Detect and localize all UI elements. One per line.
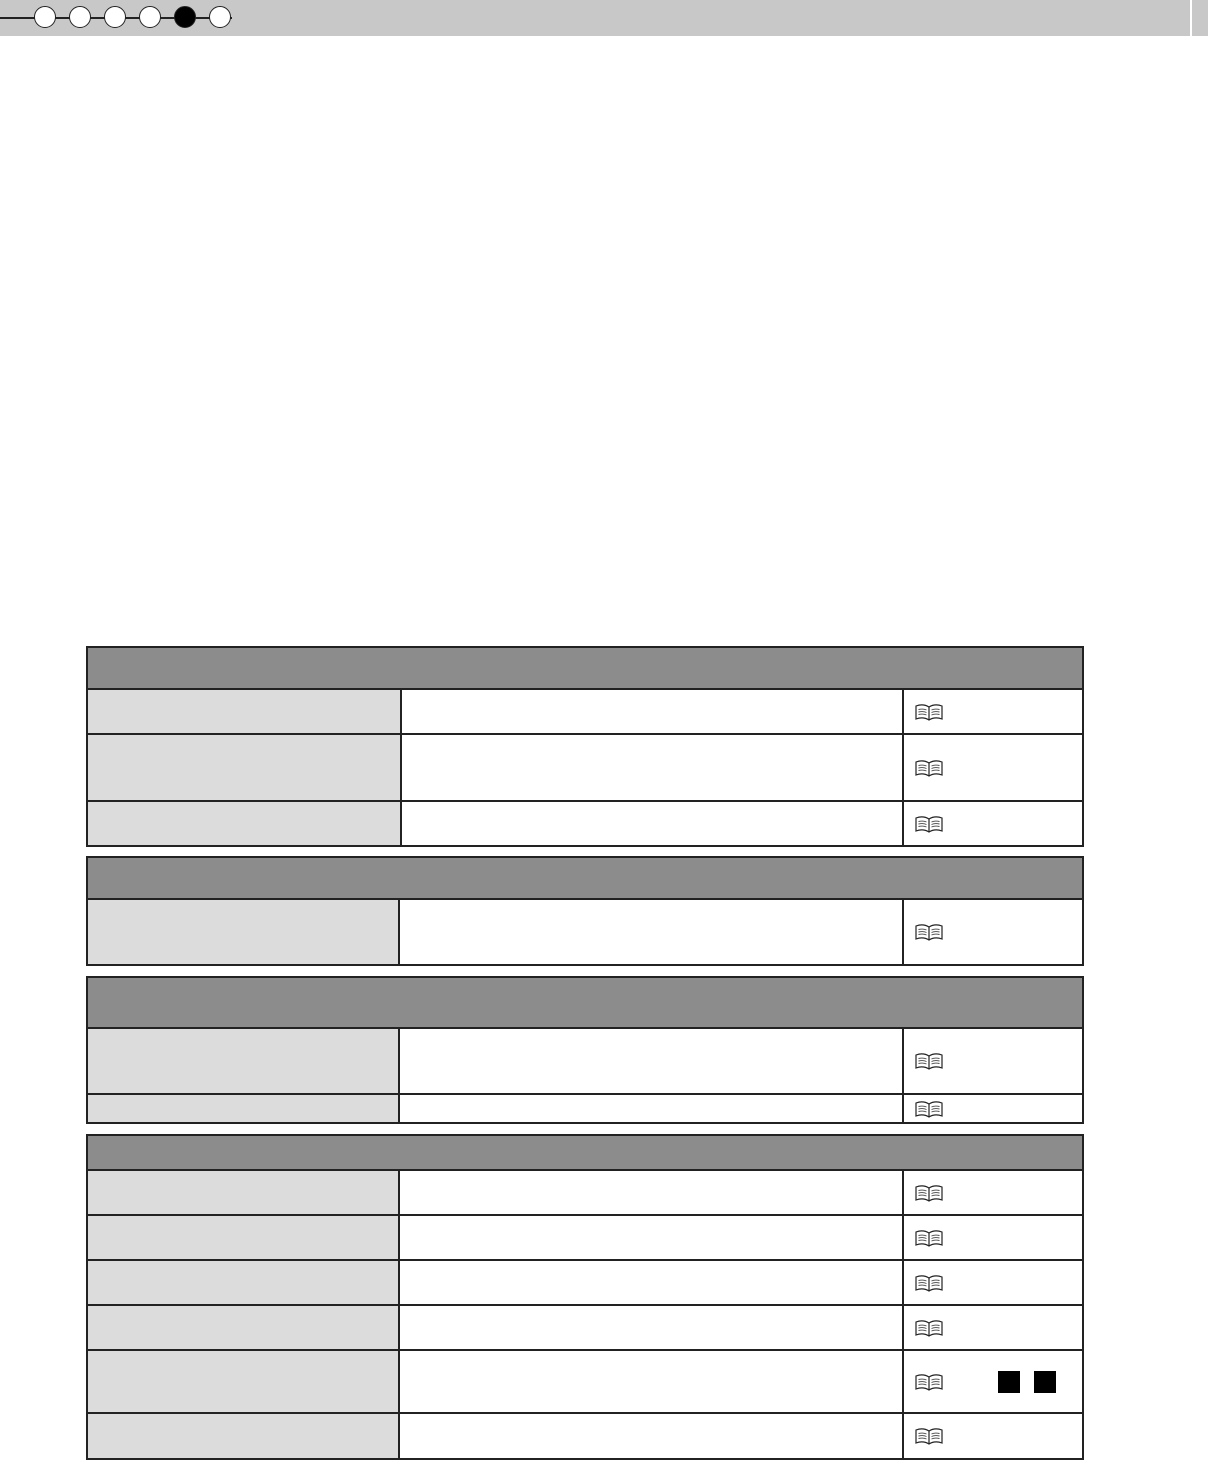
progress-step-1: [34, 6, 56, 28]
progress-step-4: [139, 6, 161, 28]
page-reference: [904, 690, 1082, 733]
table-row: [88, 735, 1082, 802]
table-row: [88, 900, 1082, 964]
row-description: [400, 1216, 904, 1259]
row-label: [88, 690, 402, 733]
book-icon: [914, 1052, 944, 1070]
book-icon: [914, 1274, 944, 1292]
row-description: [402, 802, 904, 845]
table-row: [88, 1306, 1082, 1351]
progress-step-2: [69, 6, 91, 28]
book-icon: [914, 759, 944, 777]
table-header: [88, 858, 1082, 900]
table-row: [88, 1216, 1082, 1261]
row-label: [88, 900, 400, 964]
row-description: [400, 1261, 904, 1304]
page-reference: [904, 1029, 1082, 1093]
table-row: [88, 1171, 1082, 1216]
black-square-icon: [1034, 1371, 1056, 1393]
reference-table-3: [86, 976, 1084, 1124]
table-header: [88, 648, 1082, 690]
row-label: [88, 735, 402, 800]
row-label: [88, 1414, 400, 1458]
book-icon: [914, 1373, 944, 1391]
page-reference: [904, 1216, 1082, 1259]
row-label: [88, 1029, 400, 1093]
page-reference: [904, 802, 1082, 845]
table-header: [88, 978, 1082, 1029]
row-description: [400, 1171, 904, 1214]
page-reference: [904, 900, 1082, 964]
table-row: [88, 690, 1082, 735]
row-description: [400, 1414, 904, 1458]
row-label: [88, 1261, 400, 1304]
row-description: [402, 735, 904, 800]
row-label: [88, 1216, 400, 1259]
page-reference: [904, 1414, 1082, 1458]
row-description: [402, 690, 904, 733]
progress-step-3: [104, 6, 126, 28]
page-reference: [904, 1171, 1082, 1214]
book-icon: [914, 1229, 944, 1247]
page-reference: [904, 1261, 1082, 1304]
table-row: [88, 1351, 1082, 1414]
book-icon: [914, 815, 944, 833]
book-icon: [914, 1100, 944, 1118]
reference-table-2: [86, 856, 1084, 966]
table-row: [88, 1029, 1082, 1095]
table-row: [88, 1414, 1082, 1458]
page-reference: [904, 735, 1082, 800]
page-reference: [904, 1306, 1082, 1349]
progress-step-6: [209, 6, 231, 28]
page-reference: [904, 1351, 1082, 1412]
table-row: [88, 1095, 1082, 1122]
marker-group: [998, 1371, 1056, 1393]
book-icon: [914, 1427, 944, 1445]
row-label: [88, 1351, 400, 1412]
row-label: [88, 1306, 400, 1349]
book-icon: [914, 703, 944, 721]
reference-table-1: [86, 646, 1084, 847]
page-reference: [904, 1095, 1082, 1122]
row-description: [400, 1029, 904, 1093]
black-square-icon: [998, 1371, 1020, 1393]
book-icon: [914, 1319, 944, 1337]
row-description: [400, 1306, 904, 1349]
book-icon: [914, 1184, 944, 1202]
reference-table-4: [86, 1134, 1084, 1460]
row-label: [88, 1095, 400, 1122]
row-description: [400, 1351, 904, 1412]
row-label: [88, 802, 402, 845]
table-row: [88, 802, 1082, 845]
book-icon: [914, 923, 944, 941]
page-header-bar: [0, 0, 1208, 36]
progress-step-5-current: [174, 6, 196, 28]
row-description: [400, 1095, 904, 1122]
row-label: [88, 1171, 400, 1214]
page-tab-edge: [1190, 0, 1208, 36]
table-row: [88, 1261, 1082, 1306]
row-description: [400, 900, 904, 964]
table-header: [88, 1136, 1082, 1171]
